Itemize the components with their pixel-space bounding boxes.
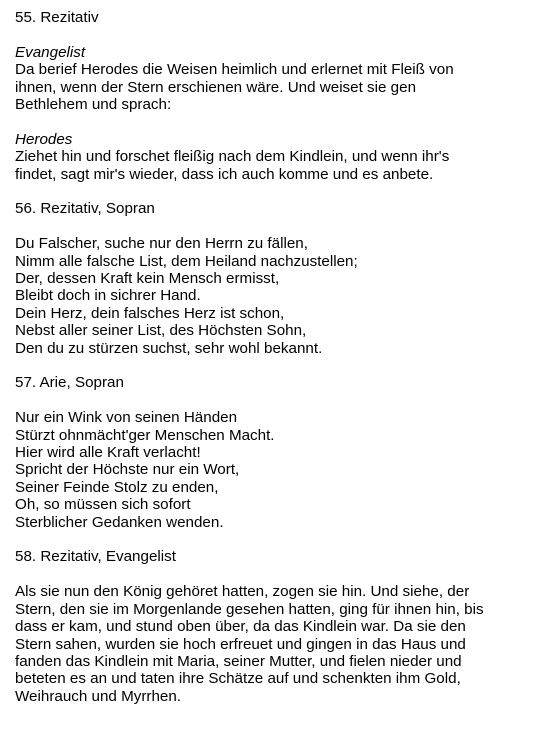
text-line: fanden das Kindlein mit Maria, seiner Mutter, und fielen nieder und <box>15 652 462 670</box>
spacer <box>15 26 527 43</box>
text-line: Ziehet hin und forschet fleißig nach dem Kindlein, und wenn ihr's <box>15 148 450 166</box>
text-line: Nebst aller seiner List, des Höchsten Sohn, <box>15 322 307 340</box>
text-line: beteten es an und taten ihre Schätze auf und schenkten ihm Gold, <box>15 670 461 688</box>
text-line: Nimm alle falsche List, dem Heiland nachzustellen; <box>15 252 358 270</box>
spacer <box>15 357 527 374</box>
text-line: Stern, den sie im Morgenlande gesehen hatten, ging für ihnen hin, bis <box>15 600 484 618</box>
text-line: Bleibt doch in sichrer Hand. <box>15 287 201 305</box>
text-line: dass er kam, und stund oben über, da das Kindlein war. Da sie den <box>15 618 466 636</box>
text-line: Spricht der Höchste nur ein Wort, <box>15 461 240 479</box>
text-line: Stürzt ohnmächt'ger Menschen Macht. <box>15 426 275 444</box>
spacer <box>15 531 527 548</box>
text-line: Hier wird alle Kraft verlacht! <box>15 444 201 462</box>
text-line: Nur ein Wink von seinen Händen <box>15 409 238 427</box>
spacer <box>15 392 527 409</box>
section-heading: 55. Rezitativ <box>15 9 99 26</box>
text-line: Den du zu stürzen suchst, sehr wohl bekannt. <box>15 339 323 357</box>
spacer <box>15 113 527 130</box>
spacer <box>15 218 527 235</box>
text-line: Du Falscher, suche nur den Herrn zu fällen, <box>15 235 308 253</box>
text-line: Dein Herz, dein falsches Herz ist schon, <box>15 304 285 322</box>
text-line: Als sie nun den König gehöret hatten, zogen sie hin. Und siehe, der <box>15 583 470 601</box>
document-page <box>15 9 527 705</box>
speaker-name: Evangelist <box>15 43 86 61</box>
section-heading: 58. Rezitativ, Evangelist <box>15 548 176 566</box>
text-line: Weihrauch und Myrrhen. <box>15 687 182 705</box>
speaker-name: Herodes <box>15 130 73 148</box>
text-line: Der, dessen Kraft kein Mensch ermisst, <box>15 270 280 288</box>
text-line: Oh, so müssen sich sofort <box>15 496 191 514</box>
text-line: Seiner Feinde Stolz zu enden, <box>15 478 219 496</box>
text-line: Da berief Herodes die Weisen heimlich und erlernet mit Fleiß von <box>15 61 454 79</box>
text-line: Bethlehem und sprach: <box>15 96 172 114</box>
text-line: Sterblicher Gedanken wenden. <box>15 513 224 531</box>
section-heading: 56. Rezitativ, Sopran <box>15 200 155 218</box>
spacer <box>15 183 527 200</box>
text-line: Stern sahen, wurden sie hoch erfreuet und gingen in das Haus und <box>15 635 466 653</box>
text-line: findet, sagt mir's wieder, dass ich auch komme und es anbete. <box>15 165 434 183</box>
text-line: ihnen, wenn der Stern erschienen wäre. Und weiset sie gen <box>15 78 417 96</box>
spacer <box>15 566 527 583</box>
section-heading: 57. Arie, Sopran <box>15 374 124 392</box>
